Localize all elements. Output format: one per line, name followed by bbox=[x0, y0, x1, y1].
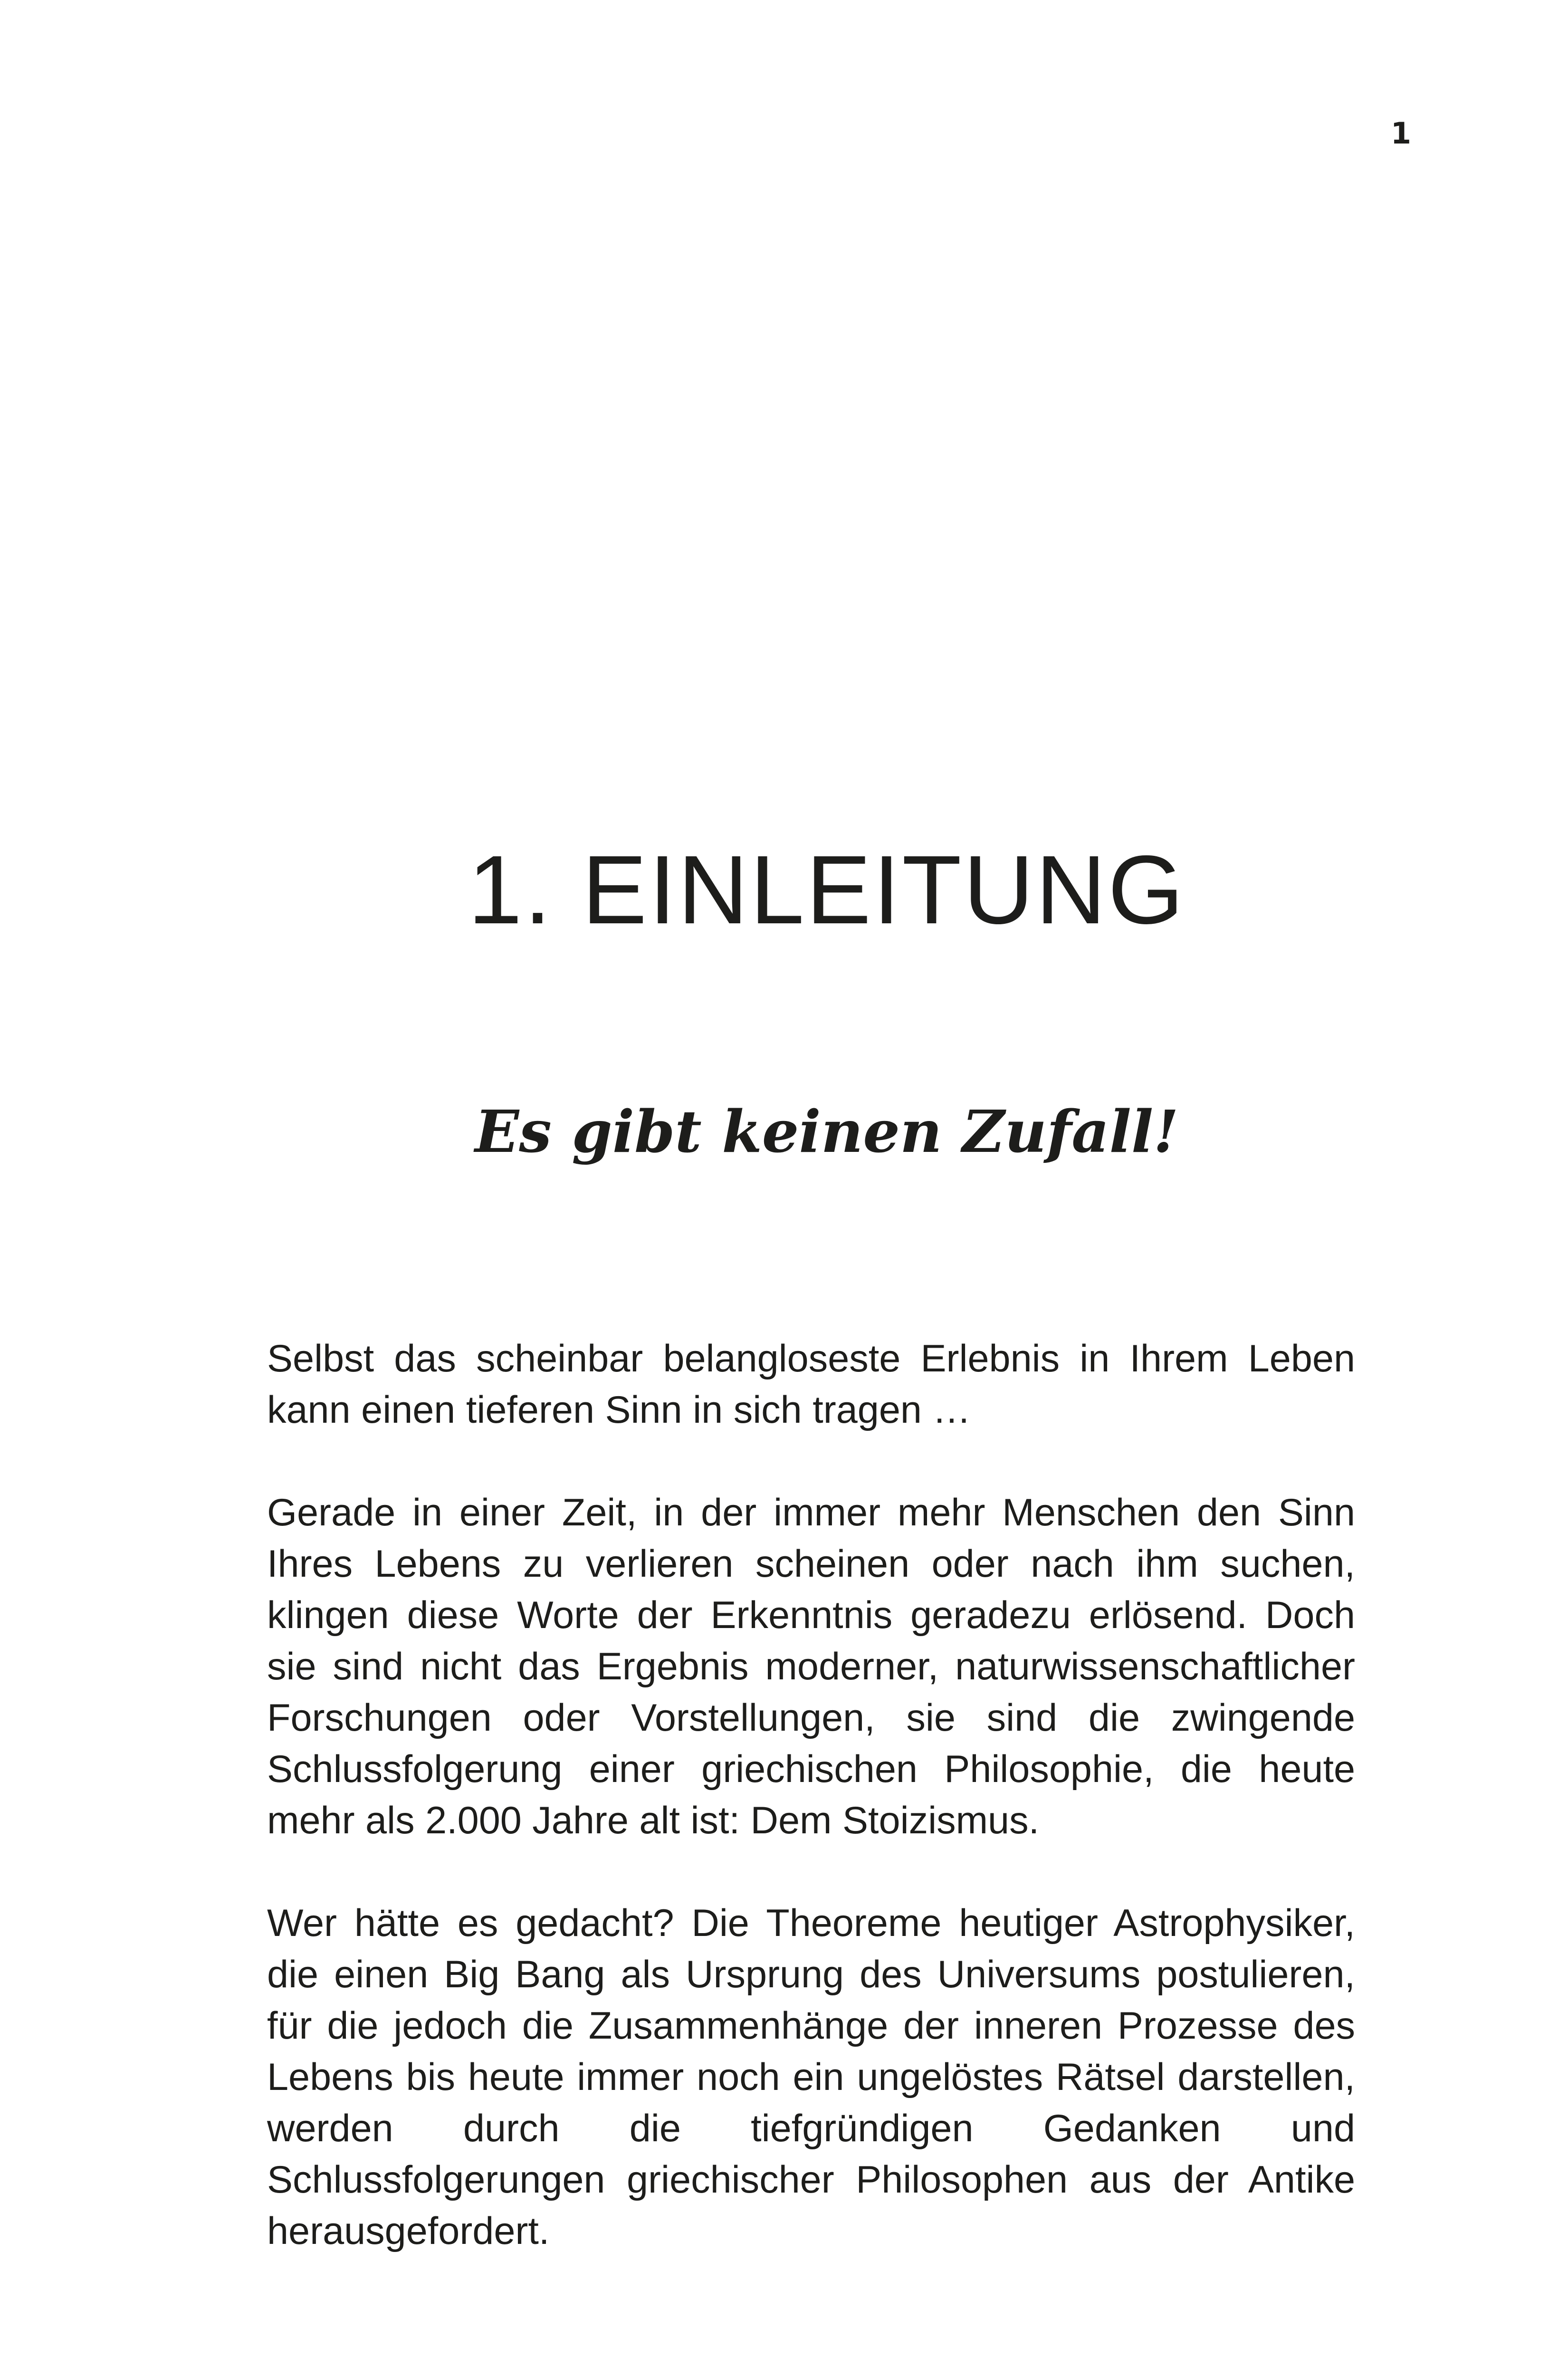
paragraph: Gerade in einer Zeit, in der immer mehr Menschen den Sinn Ihres Lebens zu verlieren scheinen oder nach ihm suchen, klingen diese Worte der Erkenntnis geradezu erlösend. Doch sie sind nicht das Ergebnis moderner, naturwissenschaftlicher Forschungen oder Vorstellungen, sie sind die zwingende Schlussfolgerung einer griechischen Philosophie, die heute mehr als 2.000 Jahre alt ist: Dem Stoizismus. bbox=[267, 1491, 1355, 1842]
chapter-subtitle: Es gibt keinen Zufall! bbox=[475, 1097, 1179, 1166]
paragraph: Wer hätte es gedacht? Die Theoreme heutiger Astrophysiker, die einen Big Bang als Ursprung des Universums postulieren, für die jedoch die Zusammenhänge der inneren Prozesse des Lebens bis heute immer noch ein ungelöstes Rätsel darstellen, werden durch die tiefgründigen Gedanken und Schlussfolgerungen griechischer Philosophen aus der Antike herausgefordert. bbox=[267, 1902, 1355, 2252]
body-text bbox=[267, 1333, 1355, 2308]
chapter-title: 1. EINLEITUNG bbox=[468, 835, 1186, 944]
page-number: 1 bbox=[1390, 116, 1411, 151]
paragraph: Selbst das scheinbar belangloseste Erlebnis in Ihrem Leben kann einen tieferen Sinn in sich tragen … bbox=[267, 1337, 1355, 1431]
